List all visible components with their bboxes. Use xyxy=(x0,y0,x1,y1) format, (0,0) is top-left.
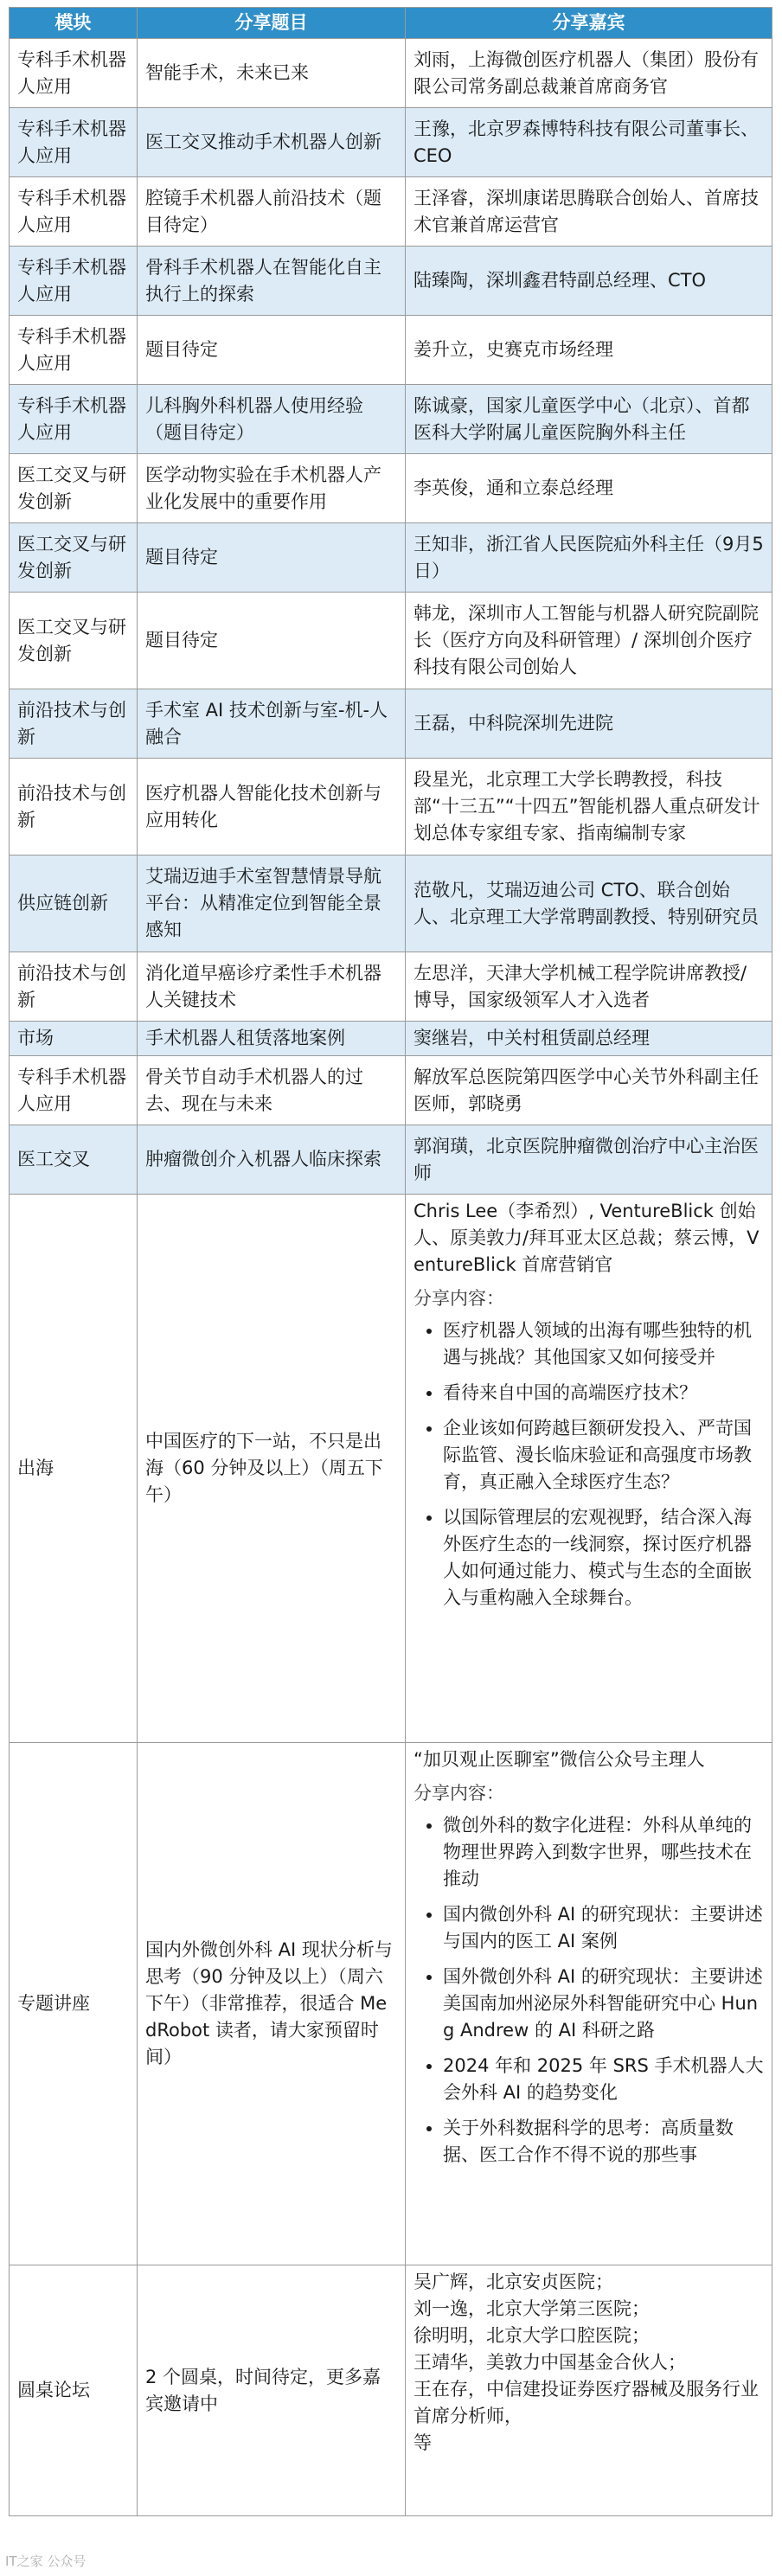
list-item: • 国内微创外科 AI 的研究现状：主要讲述与国内的医工 AI 案例 xyxy=(443,1901,764,1955)
panel-speaker: 等 xyxy=(413,2432,432,2453)
table-row xyxy=(10,1125,772,1195)
table-row xyxy=(10,952,772,1022)
list-item: • 2024 年和 2025 年 SRS 手术机器人大会外科 AI 的趋势变化 xyxy=(443,2053,764,2106)
row-module: 专科手术机器人应用 xyxy=(10,385,138,454)
row-topic: 2 个圆桌，时间待定，更多嘉宾邀请中 xyxy=(138,2265,406,2516)
row-module: 专题讲座 xyxy=(10,1743,138,2265)
table-row xyxy=(10,1056,772,1125)
speaker-intro: “加贝观止医聊室”微信公众号主理人 xyxy=(413,1749,705,1770)
table-row-overseas xyxy=(10,1195,772,1743)
table-row xyxy=(10,689,772,759)
row-speaker: 王豫，北京罗森博特科技有限公司董事长、CEO xyxy=(406,108,772,177)
row-topic: 中国医疗的下一站，不只是出海（60 分钟及以上）（周五下午） xyxy=(138,1195,406,1743)
panel-speaker: 刘一逸，北京大学第三医院； xyxy=(413,2298,650,2319)
row-speaker: 韩龙，深圳市人工智能与机器人研究院副院长（医疗方向及科研管理）/ 深圳创介医疗科技有限公司创始人 xyxy=(406,593,772,689)
list-item: • 看待来自中国的高端医疗技术？ xyxy=(443,1380,764,1407)
row-module: 圆桌论坛 xyxy=(10,2265,138,2516)
header-topic: 分享题目 xyxy=(138,8,406,39)
table-row xyxy=(10,247,772,316)
row-speaker: 左思洋，天津大学机械工程学院讲席教授/博导，国家级领军人才入选者 xyxy=(406,952,772,1022)
table-row xyxy=(10,523,772,593)
row-speaker: 解放军总医院第四医学中心关节外科副主任医师，郭晓勇 xyxy=(406,1056,772,1125)
row-speaker: 陆臻陶，深圳鑫君特副总经理、CTO xyxy=(406,247,772,316)
share-points-list xyxy=(413,1317,764,1612)
list-item: • 企业该如何跨越巨额研发投入、严苛国际监管、漫长临床验证和高强度市场教育，真正融入全球医疗生态？ xyxy=(443,1415,764,1496)
table-row xyxy=(10,177,772,247)
row-module: 医工交叉与研发创新 xyxy=(10,454,138,523)
row-topic: 艾瑞迈迪手术室智慧情景导航平台：从精准定位到智能全景感知 xyxy=(138,855,406,952)
row-topic: 医疗机器人智能化技术创新与应用转化 xyxy=(138,759,406,855)
row-module: 专科手术机器人应用 xyxy=(10,177,138,247)
panel-speaker: 吴广辉，北京安贞医院； xyxy=(413,2272,613,2292)
row-topic: 腔镜手术机器人前沿技术（题目待定） xyxy=(138,177,406,247)
row-speaker: 段星光，北京理工大学长聘教授，科技部“十三五”“十四五”智能机器人重点研发计划总体专家组专家、指南编制专家 xyxy=(406,759,772,855)
speaker-intro: Chris Lee（李希烈）, VentureBlick 创始人、原美敦力/拜耳亚太区总裁；蔡云博，VentureBlick 首席营销官 xyxy=(413,1201,760,1275)
header-speaker: 分享嘉宾 xyxy=(406,8,772,39)
table-row-lecture xyxy=(10,1743,772,2265)
row-topic: 国内外微创外科 AI 现状分析与思考（90 分钟及以上）（周六下午）（非常推荐，很适合 MedRobot 读者，请大家预留时间） xyxy=(138,1743,406,2265)
table-row xyxy=(10,39,772,108)
row-module: 市场 xyxy=(10,1022,138,1056)
panel-speaker: 王在存，中信建投证券医疗器械及服务行业首席分析师， xyxy=(413,2379,759,2426)
row-topic: 医工交叉推动手术机器人创新 xyxy=(138,108,406,177)
header-module: 模块 xyxy=(10,8,138,39)
row-topic: 手术室 AI 技术创新与室-机-人融合 xyxy=(138,689,406,759)
row-topic: 骨科手术机器人在智能化自主执行上的探索 xyxy=(138,247,406,316)
table-row-roundtable xyxy=(10,2265,772,2516)
row-speaker: 李英俊，通和立泰总经理 xyxy=(406,454,772,523)
agenda-table xyxy=(9,7,772,2516)
list-item: • 微创外科的数字化进程：外科从单纯的物理世界跨入到数字世界，哪些技术在推动 xyxy=(443,1812,764,1893)
row-topic: 骨关节自动手术机器人的过去、现在与未来 xyxy=(138,1056,406,1125)
table-row xyxy=(10,593,772,689)
row-speaker: 陈诚豪，国家儿童医学中心（北京）、首都医科大学附属儿童医院胸外科主任 xyxy=(406,385,772,454)
row-speaker xyxy=(406,1195,772,1743)
list-item: • 关于外科数据科学的思考：高质量数据、医工合作不得不说的那些事 xyxy=(443,2115,764,2169)
row-topic: 题目待定 xyxy=(138,316,406,385)
table-row xyxy=(10,855,772,952)
row-module: 出海 xyxy=(10,1195,138,1743)
row-topic: 题目待定 xyxy=(138,593,406,689)
share-points-list xyxy=(413,1812,764,2169)
table-row xyxy=(10,385,772,454)
row-speaker: 刘雨，上海微创医疗机器人（集团）股份有限公司常务副总裁兼首席商务官 xyxy=(406,39,772,108)
row-speaker xyxy=(406,1743,772,2265)
row-topic: 智能手术，未来已来 xyxy=(138,39,406,108)
row-topic: 消化道早癌诊疗柔性手术机器人关键技术 xyxy=(138,952,406,1022)
row-speaker: 郭润璜，北京医院肿瘤微创治疗中心主治医师 xyxy=(406,1125,772,1195)
row-module: 前沿技术与创新 xyxy=(10,759,138,855)
table-row xyxy=(10,1022,772,1056)
row-module: 专科手术机器人应用 xyxy=(10,316,138,385)
share-content-label: 分享内容： xyxy=(413,1288,504,1309)
list-item: • 以国际管理层的宏观视野，结合深入海外医疗生态的一线洞察，探讨医疗机器人如何通过能力、模式与生态的全面嵌入与重构融入全球舞台。 xyxy=(443,1504,764,1612)
panel-speaker: 王靖华，美敦力中国基金合伙人； xyxy=(413,2352,686,2373)
row-topic: 儿科胸外科机器人使用经验（题目待定） xyxy=(138,385,406,454)
row-module: 专科手术机器人应用 xyxy=(10,247,138,316)
row-topic: 题目待定 xyxy=(138,523,406,593)
row-module: 前沿技术与创新 xyxy=(10,689,138,759)
table-row xyxy=(10,759,772,855)
row-topic: 医学动物实验在手术机器人产业化发展中的重要作用 xyxy=(138,454,406,523)
row-speaker: 王磊，中科院深圳先进院 xyxy=(406,689,772,759)
row-speaker xyxy=(406,2265,772,2516)
share-content-label: 分享内容： xyxy=(413,1783,504,1804)
row-speaker: 范敬凡，艾瑞迈迪公司 CTO、联合创始人、北京理工大学常聘副教授、特别研究员 xyxy=(406,855,772,952)
watermark: IT之家 公众号 xyxy=(5,2554,87,2569)
list-item: • 国外微创外科 AI 的研究现状：主要讲述美国南加州泌尿外科智能研究中心 Hung Andrew 的 AI 科研之路 xyxy=(443,1964,764,2044)
row-topic: 肿瘤微创介入机器人临床探索 xyxy=(138,1125,406,1195)
table-row xyxy=(10,454,772,523)
row-module: 医工交叉 xyxy=(10,1125,138,1195)
table-row xyxy=(10,108,772,177)
row-module: 供应链创新 xyxy=(10,855,138,952)
row-speaker: 王知非，浙江省人民医院疝外科主任（9月5日） xyxy=(406,523,772,593)
table-header-row xyxy=(10,8,772,39)
table-row xyxy=(10,316,772,385)
row-speaker: 王泽睿，深圳康诺思腾联合创始人、首席技术官兼首席运营官 xyxy=(406,177,772,247)
row-module: 专科手术机器人应用 xyxy=(10,39,138,108)
row-topic: 手术机器人租赁落地案例 xyxy=(138,1022,406,1056)
list-item: • 医疗机器人领域的出海有哪些独特的机遇与挑战？其他国家又如何接受并 xyxy=(443,1317,764,1371)
row-module: 医工交叉与研发创新 xyxy=(10,523,138,593)
row-module: 专科手术机器人应用 xyxy=(10,1056,138,1125)
row-speaker: 窦继岩，中关村租赁副总经理 xyxy=(406,1022,772,1056)
row-speaker: 姜升立，史赛克市场经理 xyxy=(406,316,772,385)
row-module: 专科手术机器人应用 xyxy=(10,108,138,177)
row-module: 前沿技术与创新 xyxy=(10,952,138,1022)
row-module: 医工交叉与研发创新 xyxy=(10,593,138,689)
panel-speaker: 徐明明，北京大学口腔医院； xyxy=(413,2325,650,2346)
